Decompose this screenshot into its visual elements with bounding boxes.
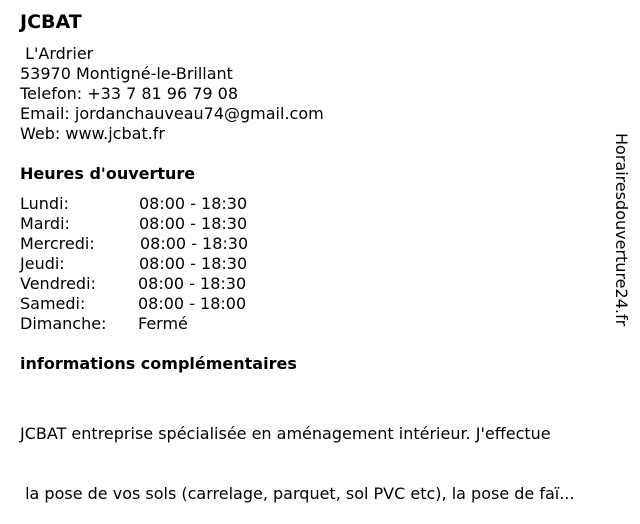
phone-line: Telefon: +33 7 81 96 79 08 [20, 84, 239, 103]
day-label: Jeudi: [20, 254, 65, 273]
hours-row-mardi [20, 214, 340, 234]
info-heading: informations complémentaires [20, 354, 297, 373]
day-label: Samedi: [20, 294, 86, 313]
hours-row-lundi [20, 194, 340, 214]
web-line: Web: www.jcbat.fr [20, 124, 166, 143]
info-description [20, 384, 574, 524]
hours-row-mercredi [20, 234, 340, 254]
time-value: 08:00 - 18:00 [138, 294, 247, 313]
hours-row-dimanche [20, 314, 340, 334]
business-name: JCBAT [20, 11, 82, 33]
hours-table [20, 194, 340, 334]
hours-row-vendredi [20, 274, 340, 294]
email-line: Email: jordanchauveau74@gmail.com [20, 104, 324, 123]
day-label: Mercredi: [20, 234, 95, 253]
time-value: Fermé [138, 314, 188, 333]
time-value: 08:00 - 18:30 [139, 214, 248, 233]
day-label: Dimanche: [20, 314, 107, 333]
address-line2: 53970 Montigné-le-Brillant [20, 64, 233, 83]
day-label: Lundi: [20, 194, 69, 213]
info-line2: la pose de vos sols (carrelage, parquet, sol PVC etc), la pose de faï... [20, 484, 575, 503]
time-value: 08:00 - 18:30 [139, 194, 248, 213]
hours-row-samedi [20, 294, 340, 314]
time-value: 08:00 - 18:30 [140, 234, 249, 253]
time-value: 08:00 - 18:30 [138, 274, 247, 293]
day-label: Mardi: [20, 214, 70, 233]
watermark [611, 133, 631, 343]
watermark-text: Horairesdouverture24.fr [612, 133, 631, 327]
hours-row-jeudi [20, 254, 340, 274]
info-line1: JCBAT entreprise spécialisée en aménagement intérieur. J'effectue [20, 424, 551, 443]
address-block [20, 44, 324, 144]
address-line1: L'Ardrier [20, 44, 94, 63]
time-value: 08:00 - 18:30 [139, 254, 248, 273]
day-label: Vendredi: [20, 274, 96, 293]
hours-heading: Heures d'ouverture [20, 164, 196, 183]
